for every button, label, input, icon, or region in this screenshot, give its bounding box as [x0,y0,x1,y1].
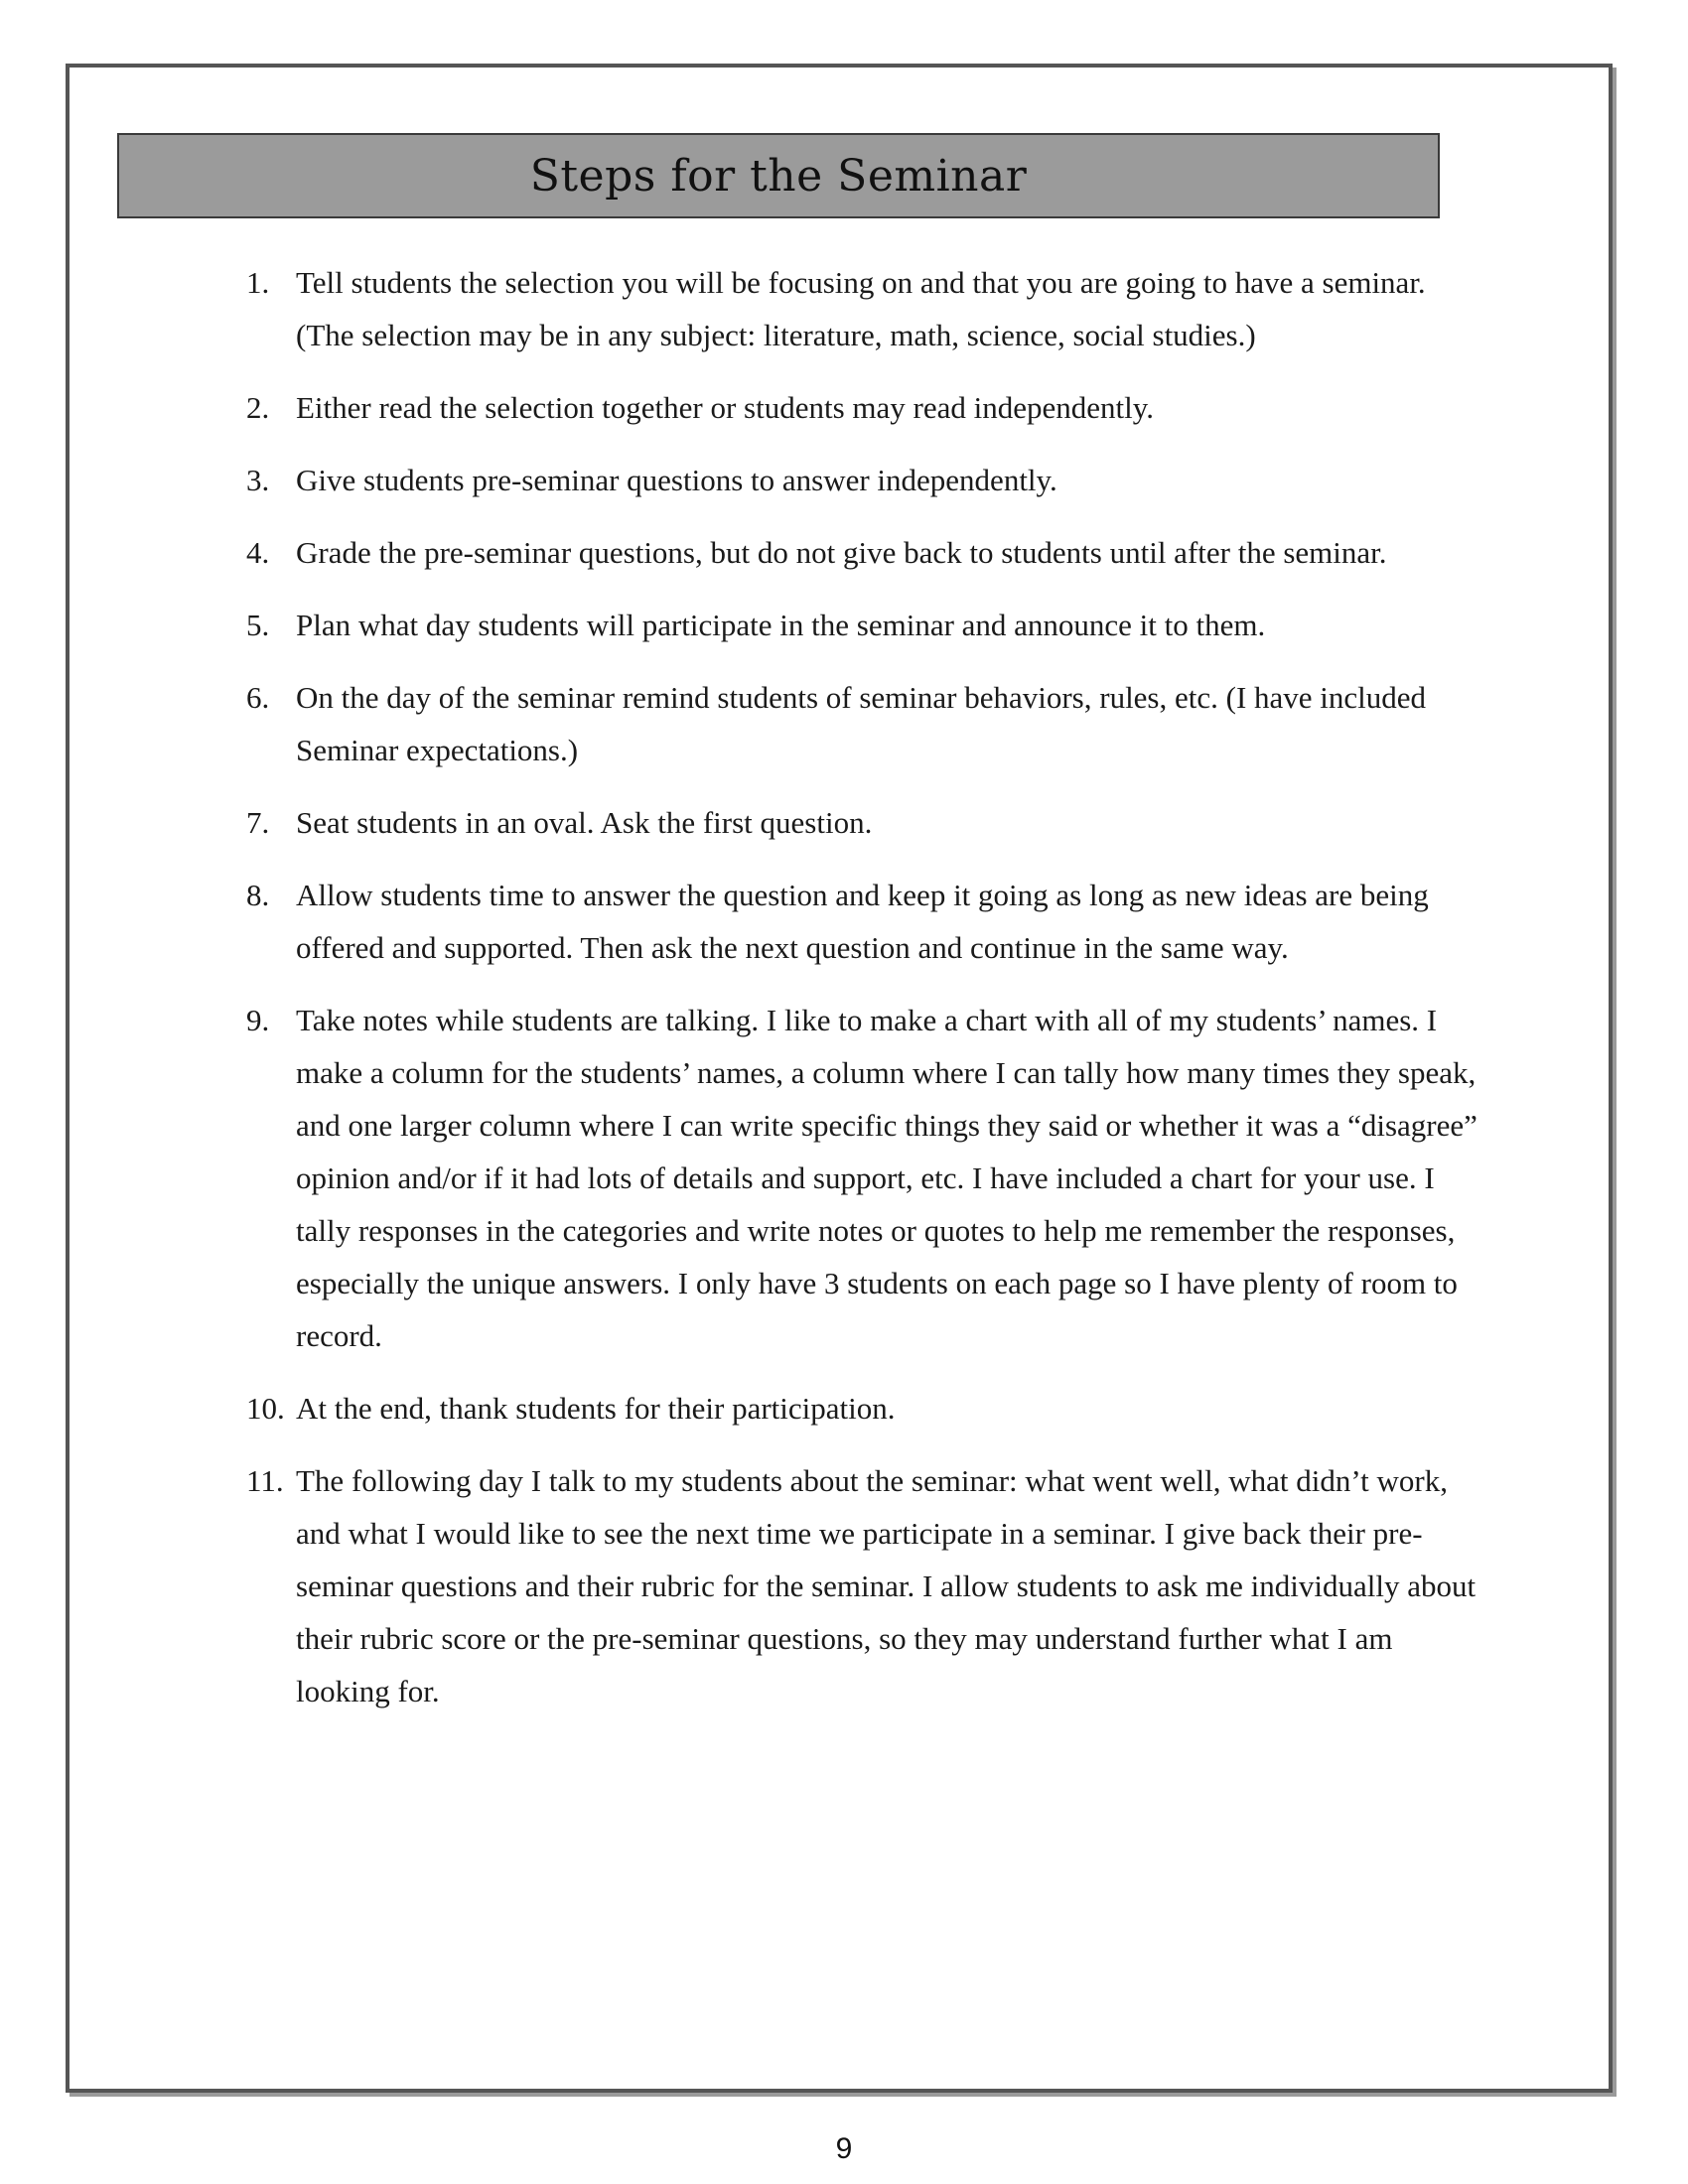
step-number: 11. [246,1463,284,1498]
step-text: Allow students time to answer the question and keep it going as long as new ideas are being offered and supported. Then ask the next question and continue in the same way. [296,878,1429,965]
step-number: 2. [246,390,270,425]
step-number: 4. [246,535,270,570]
step-text: On the day of the seminar remind students of seminar behaviors, rules, etc. (I have included Seminar expectations.) [296,680,1427,767]
step-item [179,869,1489,974]
page-title: Steps for the Seminar [529,150,1028,202]
step-text: Give students pre-seminar questions to answer independently. [296,463,1057,497]
step-item [179,599,1489,651]
step-text: Either read the selection together or students may read independently. [296,390,1154,425]
step-item [179,526,1489,579]
step-text: Plan what day students will participate in the seminar and announce it to them. [296,608,1266,642]
step-text: Seat students in an oval. Ask the first question. [296,805,873,840]
step-number: 7. [246,805,270,840]
step-number: 8. [246,878,270,912]
step-item [179,796,1489,849]
step-text: At the end, thank students for their participation. [296,1391,896,1426]
step-text: Take notes while students are talking. I like to make a chart with all of my students’ names. I make a column for the students’ names, a column where I can tally how many times they speak, and one larger column where I can write specific things they said or whether it was a “disagree” opinion and/or if it had lots of details and support, etc. I have included a chart for your use. I tally responses in the categories and write notes or quotes to help me remember the responses, especially the unique answers. I only have 3 students on each page so I have plenty of room to record. [296,1003,1477,1353]
step-item [179,381,1489,434]
step-text: Grade the pre-seminar questions, but do not give back to students until after the seminar. [296,535,1387,570]
step-item [179,671,1489,776]
step-item [179,256,1489,361]
step-number: 3. [246,463,270,497]
title-banner [117,133,1440,218]
steps-list [179,256,1489,1737]
page-number: 9 [835,2132,853,2165]
step-text: Tell students the selection you will be focusing on and that you are going to have a seminar. (The selection may be in any subject: literature, math, science, social studies.) [296,265,1426,352]
step-item [179,454,1489,506]
step-number: 5. [246,608,270,642]
step-text: The following day I talk to my students about the seminar: what went well, what didn’t work, and what I would like to see the next time we participate in a seminar. I give back their pre-seminar questions and their rubric for the seminar. I allow students to ask me individually about their rubric score or the pre-seminar questions, so they may understand further what I am looking for. [296,1463,1477,1708]
step-number: 10. [246,1391,285,1426]
step-item [179,1454,1489,1717]
step-item [179,994,1489,1362]
step-number: 6. [246,680,270,715]
step-number: 1. [246,265,270,300]
step-number: 9. [246,1003,270,1037]
step-item [179,1382,1489,1434]
